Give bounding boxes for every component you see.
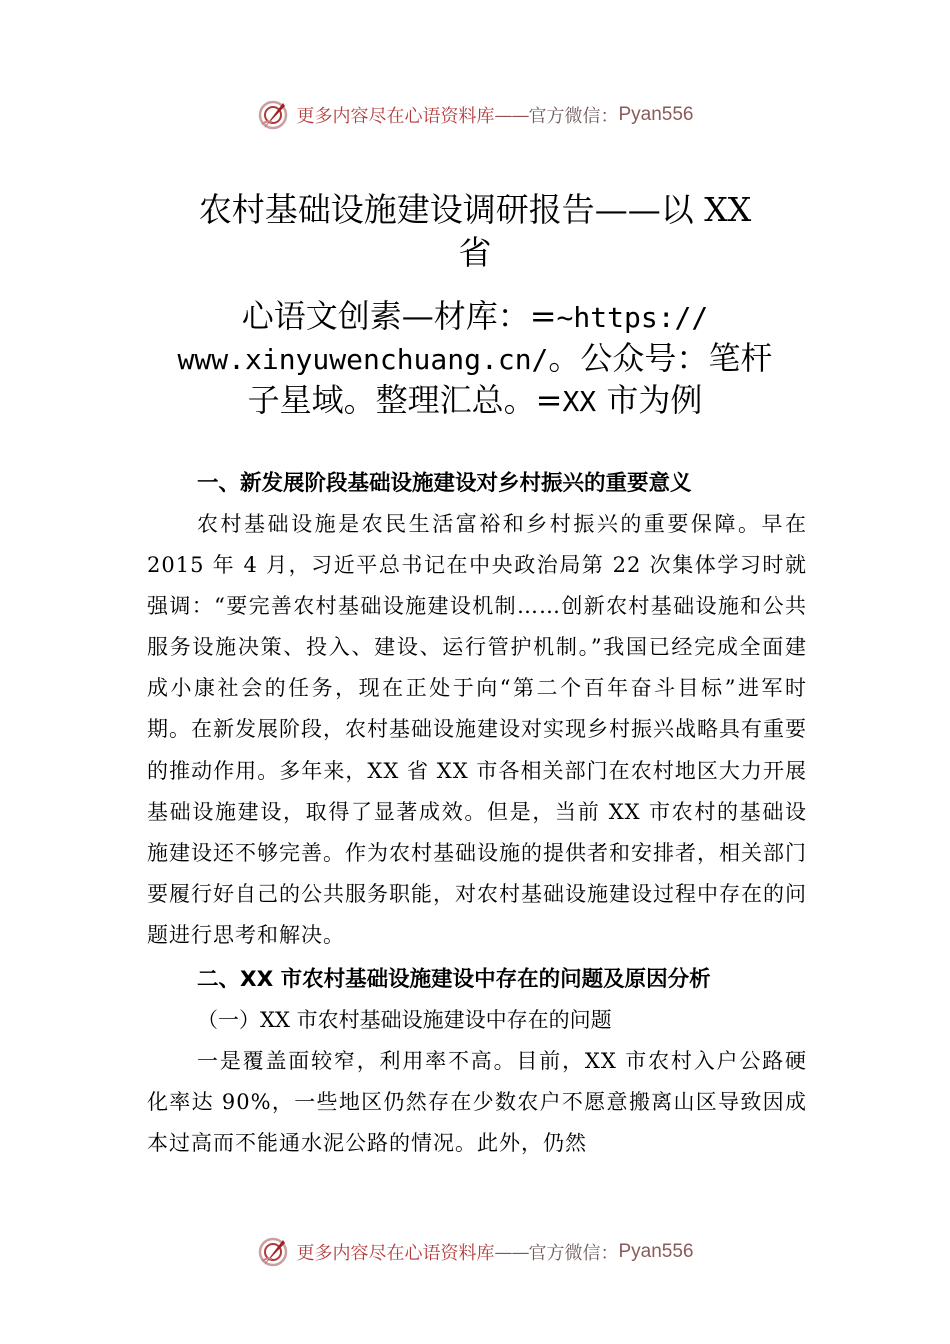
banner-wechat-label: 官方微信：	[528, 106, 619, 127]
subtitle-line-3-end: 市为例	[596, 381, 703, 419]
footer-banner	[0, 1232, 950, 1272]
banner-wechat-id: Pyan556	[618, 1241, 694, 1262]
title-line-2: 省	[458, 233, 492, 272]
banner-dash: ——	[494, 1241, 529, 1263]
document-title	[0, 188, 950, 274]
title-line-1: 农村基础设施建设调研报告——以 XX	[198, 190, 752, 229]
subtitle-line-1-url-prefix: ~https://	[556, 301, 709, 334]
section-heading-2: 二、XX 市农村基础设施建设中存在的问题及原因分析	[197, 967, 711, 993]
banner-library-text: 更多内容尽在心语资料库	[296, 106, 495, 127]
subtitle-line-3	[0, 380, 950, 422]
subtitle-url: www.xinyuwenchuang.cn/	[177, 343, 549, 376]
subtitle-line-1-text: 心语文创素—材库：=	[241, 297, 557, 335]
banner-library-text: 更多内容尽在心语资料库	[296, 1243, 495, 1264]
banner-dash: ——	[494, 104, 529, 126]
banner-wechat-id: Pyan556	[618, 104, 694, 125]
paragraph-2: 一是覆盖面较窄，利用率不高。目前，XX 市农村入户公路硬化率达 90%，一些地区仍然存在少数农户不愿意搬离山区导致因成本过高而不能通水泥公路的情况。此外，仍然	[147, 1049, 807, 1156]
document-body	[147, 463, 807, 1164]
subtitle-line-2	[0, 338, 950, 380]
quill-logo-icon	[256, 98, 290, 132]
subtitle-line-2-text: 。公众号：笔杆	[548, 339, 773, 377]
subtitle-xx: XX	[562, 385, 597, 418]
header-banner	[0, 95, 950, 135]
quill-logo-icon	[256, 1235, 290, 1269]
paragraph-1: 农村基础设施是农民生活富裕和乡村振兴的重要保障。早在 2015 年 4 月，习近平总书记在中央政治局第 22 次集体学习时就强调：“要完善农村基础设施建设机制……创新农村基础设施和公共服务设施决策、投入、建设、运行管护机制。”我国已经完成全面建成小康社会的任务，现在正处于向“第二个百年奋斗目标”进军时期。在新发展阶段，农村基础设施建设对实现乡村振兴战略具有重要的推动作用。多年来，XX 省 XX 市各相关部门在农村地区大力开展基础设施建设，取得了显著成效。但是，当前 XX 市农村的基础设施建设还不够完善。作为农村基础设施的提供者和安排者，相关部门要履行好自己的公共服务职能，对农村基础设施建设过程中存在的问题进行思考和解决。	[147, 512, 807, 947]
document-subtitle	[0, 296, 950, 422]
subtitle-line-1	[0, 296, 950, 338]
subtitle-line-3-text: 子星域。整理汇总。=	[247, 381, 563, 419]
banner-wechat-label: 官方微信：	[528, 1243, 619, 1264]
section-heading-1: 一、新发展阶段基础设施建设对乡村振兴的重要意义	[197, 471, 692, 496]
subsection-heading-1: （一）XX 市农村基础设施建设中存在的问题	[197, 1008, 612, 1033]
